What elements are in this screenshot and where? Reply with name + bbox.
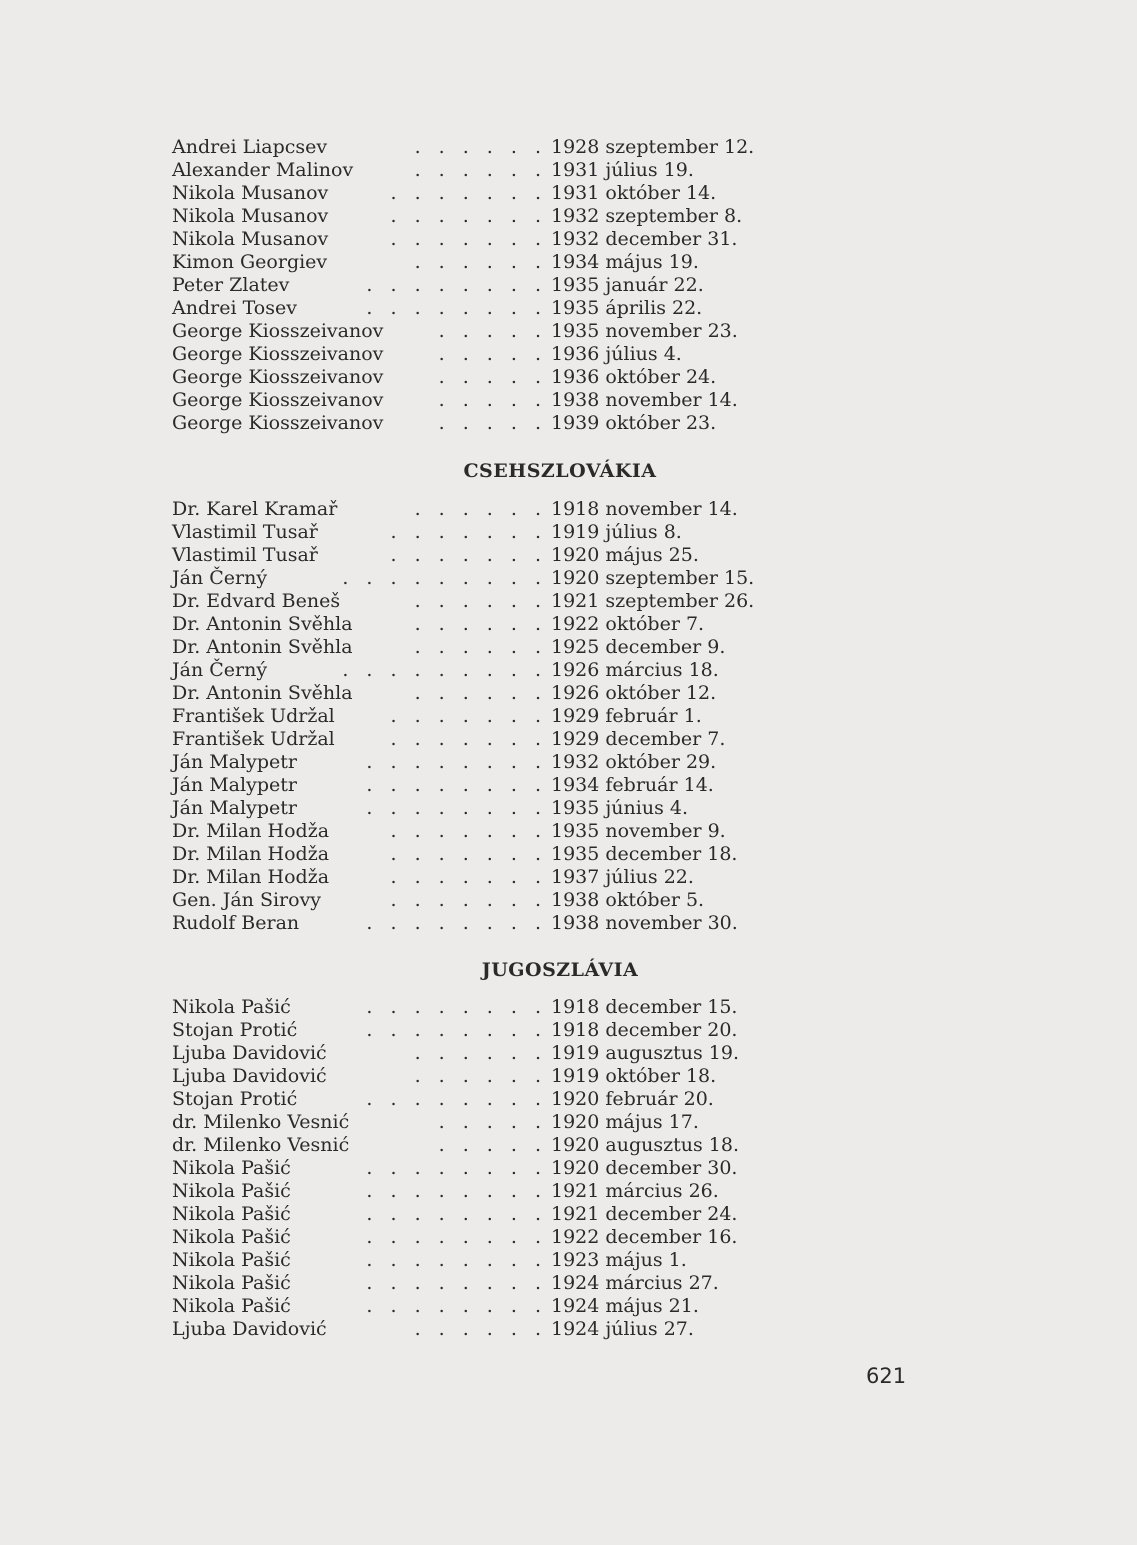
- dot-leader: . . . . . . .: [390, 705, 547, 727]
- person-name: dr. Milenko Vesnić: [172, 1111, 350, 1133]
- person-name: Vlastimil Tusař: [172, 521, 318, 543]
- list-item: [0, 1249, 1137, 1272]
- person-name: Ljuba Davidović: [172, 1065, 327, 1087]
- dot-leader: . . . . . . . .: [366, 1226, 547, 1248]
- list-item: [0, 1019, 1137, 1042]
- person-name: Nikola Musanov: [172, 182, 329, 204]
- dot-leader: . . . . . .: [414, 1042, 547, 1064]
- person-name: George Kiosszeivanov: [172, 343, 384, 365]
- date-text: 1920 augusztus 18.: [551, 1134, 739, 1156]
- dot-leader: . . . . . . .: [390, 820, 547, 842]
- list-item: [0, 412, 1137, 435]
- date-text: 1920 szeptember 15.: [551, 567, 755, 589]
- date-text: 1920 május 17.: [551, 1111, 699, 1133]
- person-name: Dr. Edvard Beneš: [172, 590, 341, 612]
- date-text: 1920 május 25.: [551, 544, 699, 566]
- date-text: 1921 szeptember 26.: [551, 590, 755, 612]
- date-text: 1935 november 23.: [551, 320, 738, 342]
- person-name: Dr. Milan Hodža: [172, 866, 330, 888]
- date-text: 1931 július 19.: [551, 159, 694, 181]
- date-text: 1920 december 30.: [551, 1157, 738, 1179]
- list-item: [0, 996, 1137, 1019]
- date-text: 1923 május 1.: [551, 1249, 687, 1271]
- person-name: Ján Černý: [172, 567, 268, 589]
- list-item: [0, 1065, 1137, 1088]
- dot-leader: . . . . . . . .: [366, 912, 547, 934]
- list-item: [0, 544, 1137, 567]
- list-item: [0, 751, 1137, 774]
- dot-leader: . . . . . . .: [390, 228, 547, 250]
- list-item: [0, 136, 1137, 159]
- person-name: Nikola Pašić: [172, 1249, 291, 1271]
- date-text: 1932 szeptember 8.: [551, 205, 743, 227]
- list-item: [0, 912, 1137, 935]
- dot-leader: . . . . . . . . .: [342, 659, 547, 681]
- person-name: Ljuba Davidović: [172, 1318, 327, 1340]
- date-text: 1922 december 16.: [551, 1226, 738, 1248]
- list-item: [0, 820, 1137, 843]
- person-name: Nikola Pašić: [172, 1157, 291, 1179]
- dot-leader: . . . . . . .: [390, 521, 547, 543]
- person-name: George Kiosszeivanov: [172, 389, 384, 411]
- person-name: Vlastimil Tusař: [172, 544, 318, 566]
- date-text: 1925 december 9.: [551, 636, 726, 658]
- dot-leader: . . . . . . . .: [366, 1295, 547, 1317]
- person-name: Ján Malypetr: [172, 751, 297, 773]
- list-item: [0, 1111, 1137, 1134]
- date-text: 1936 július 4.: [551, 343, 682, 365]
- dot-leader: . . . . . . . .: [366, 996, 547, 1018]
- dot-leader: . . . . .: [438, 412, 547, 434]
- dot-leader: . . . . . . . .: [366, 751, 547, 773]
- date-text: 1935 november 9.: [551, 820, 726, 842]
- person-name: Alexander Malinov: [172, 159, 354, 181]
- dot-leader: . . . . . . .: [390, 866, 547, 888]
- person-name: Andrei Tosev: [172, 297, 297, 319]
- dot-leader: . . . . . . . .: [366, 1088, 547, 1110]
- dot-leader: . . . . . .: [414, 159, 547, 181]
- list-item: [0, 659, 1137, 682]
- dot-leader: . . . . . .: [414, 636, 547, 658]
- dot-leader: . . . . . .: [414, 682, 547, 704]
- person-name: George Kiosszeivanov: [172, 366, 384, 388]
- person-name: George Kiosszeivanov: [172, 320, 384, 342]
- list-item: [0, 728, 1137, 751]
- date-text: 1939 október 23.: [551, 412, 717, 434]
- date-text: 1924 március 27.: [551, 1272, 719, 1294]
- person-name: Dr. Antonin Svěhla: [172, 682, 353, 704]
- dot-leader: . . . . . . . .: [366, 297, 547, 319]
- date-text: 1918 december 15.: [551, 996, 738, 1018]
- dot-leader: . . . . . . . .: [366, 1249, 547, 1271]
- date-text: 1938 november 30.: [551, 912, 738, 934]
- person-name: Nikola Pašić: [172, 1295, 291, 1317]
- date-text: 1919 július 8.: [551, 521, 682, 543]
- date-text: 1935 április 22.: [551, 297, 703, 319]
- list-item: [0, 251, 1137, 274]
- dot-leader: . . . . . .: [414, 251, 547, 273]
- person-name: Nikola Pašić: [172, 1272, 291, 1294]
- person-name: Nikola Pašić: [172, 996, 291, 1018]
- person-name: Stojan Protić: [172, 1019, 298, 1041]
- person-name: Dr. Milan Hodža: [172, 820, 330, 842]
- section-heading-cseh: CSEHSZLOVÁKIA: [463, 460, 657, 482]
- date-text: 1935 január 22.: [551, 274, 704, 296]
- date-text: 1932 december 31.: [551, 228, 738, 250]
- dot-leader: . . . . . . . .: [366, 1203, 547, 1225]
- dot-leader: . . . . .: [438, 366, 547, 388]
- person-name: Dr. Karel Kramař: [172, 498, 338, 520]
- dot-leader: . . . . . . .: [390, 205, 547, 227]
- person-name: Nikola Pašić: [172, 1180, 291, 1202]
- date-text: 1932 október 29.: [551, 751, 717, 773]
- date-text: 1919 augusztus 19.: [551, 1042, 739, 1064]
- date-text: 1926 október 12.: [551, 682, 717, 704]
- person-name: Andrei Liapcsev: [172, 136, 328, 158]
- date-text: 1918 december 20.: [551, 1019, 738, 1041]
- list-item: [0, 389, 1137, 412]
- list-item: [0, 1203, 1137, 1226]
- person-name: Gen. Ján Sirovy: [172, 889, 322, 911]
- person-name: Dr. Antonin Svěhla: [172, 636, 353, 658]
- list-item: [0, 567, 1137, 590]
- dot-leader: . . . . . . . . .: [342, 567, 547, 589]
- dot-leader: . . . . . . . .: [366, 274, 547, 296]
- list-item: [0, 613, 1137, 636]
- list-item: [0, 274, 1137, 297]
- date-text: 1934 február 14.: [551, 774, 714, 796]
- person-name: Dr. Milan Hodža: [172, 843, 330, 865]
- person-name: Stojan Protić: [172, 1088, 298, 1110]
- date-text: 1924 július 27.: [551, 1318, 694, 1340]
- date-text: 1920 február 20.: [551, 1088, 714, 1110]
- section-heading-jugo: JUGOSZLÁVIA: [481, 959, 639, 981]
- dot-leader: . . . . . . .: [390, 843, 547, 865]
- list-item: [0, 1157, 1137, 1180]
- dot-leader: . . . . . .: [414, 613, 547, 635]
- dot-leader: . . . . . .: [414, 590, 547, 612]
- dot-leader: . . . . .: [438, 389, 547, 411]
- list-item: [0, 682, 1137, 705]
- person-name: Kimon Georgiev: [172, 251, 328, 273]
- person-name: Nikola Pašić: [172, 1226, 291, 1248]
- person-name: Nikola Musanov: [172, 205, 329, 227]
- list-item: [0, 843, 1137, 866]
- list-item: [0, 1088, 1137, 1111]
- dot-leader: . . . . . . .: [390, 182, 547, 204]
- date-text: 1938 november 14.: [551, 389, 738, 411]
- dot-leader: . . . . . . . .: [366, 774, 547, 796]
- person-name: František Udržal: [172, 728, 335, 750]
- date-text: 1919 október 18.: [551, 1065, 717, 1087]
- person-name: Ján Černý: [172, 659, 268, 681]
- list-item: [0, 889, 1137, 912]
- date-text: 1926 március 18.: [551, 659, 719, 681]
- dot-leader: . . . . . .: [414, 1065, 547, 1087]
- dot-leader: . . . . . . . .: [366, 1272, 547, 1294]
- dot-leader: . . . . .: [438, 343, 547, 365]
- dot-leader: . . . . . . .: [390, 889, 547, 911]
- list-item: [0, 1272, 1137, 1295]
- person-name: Nikola Pašić: [172, 1203, 291, 1225]
- list-item: [0, 590, 1137, 613]
- list-item: [0, 1134, 1137, 1157]
- person-name: Ján Malypetr: [172, 774, 297, 796]
- person-name: František Udržal: [172, 705, 335, 727]
- date-text: 1937 július 22.: [551, 866, 694, 888]
- date-text: 1938 október 5.: [551, 889, 705, 911]
- list-item: [0, 205, 1137, 228]
- dot-leader: . . . . . .: [414, 136, 547, 158]
- list-item: [0, 866, 1137, 889]
- person-name: Rudolf Beran: [172, 912, 300, 934]
- list-item: [0, 1226, 1137, 1249]
- list-item: [0, 521, 1137, 544]
- person-name: Ján Malypetr: [172, 797, 297, 819]
- date-text: 1924 május 21.: [551, 1295, 699, 1317]
- list-item: [0, 636, 1137, 659]
- person-name: Dr. Antonin Svěhla: [172, 613, 353, 635]
- list-item: [0, 774, 1137, 797]
- page-number: 621: [866, 1364, 907, 1388]
- date-text: 1935 június 4.: [551, 797, 688, 819]
- dot-leader: . . . . . . . .: [366, 1180, 547, 1202]
- dot-leader: . . . . . . .: [390, 544, 547, 566]
- list-item: [0, 1042, 1137, 1065]
- date-text: 1928 szeptember 12.: [551, 136, 755, 158]
- list-item: [0, 343, 1137, 366]
- date-text: 1929 február 1.: [551, 705, 702, 727]
- list-item: [0, 797, 1137, 820]
- list-item: [0, 705, 1137, 728]
- list-item: [0, 297, 1137, 320]
- list-item: [0, 498, 1137, 521]
- dot-leader: . . . . .: [438, 1111, 547, 1133]
- date-text: 1931 október 14.: [551, 182, 717, 204]
- dot-leader: . . . . . . . .: [366, 797, 547, 819]
- list-item: [0, 182, 1137, 205]
- person-name: George Kiosszeivanov: [172, 412, 384, 434]
- date-text: 1936 október 24.: [551, 366, 717, 388]
- date-text: 1922 október 7.: [551, 613, 705, 635]
- dot-leader: . . . . .: [438, 320, 547, 342]
- date-text: 1929 december 7.: [551, 728, 726, 750]
- dot-leader: . . . . . . .: [390, 728, 547, 750]
- dot-leader: . . . . . . . .: [366, 1019, 547, 1041]
- list-item: [0, 1295, 1137, 1318]
- date-text: 1921 március 26.: [551, 1180, 719, 1202]
- person-name: dr. Milenko Vesnić: [172, 1134, 350, 1156]
- list-item: [0, 1180, 1137, 1203]
- list-item: [0, 1318, 1137, 1341]
- person-name: Ljuba Davidović: [172, 1042, 327, 1064]
- list-item: [0, 228, 1137, 251]
- date-text: 1918 november 14.: [551, 498, 738, 520]
- person-name: Peter Zlatev: [172, 274, 290, 296]
- dot-leader: . . . . . .: [414, 1318, 547, 1340]
- date-text: 1934 május 19.: [551, 251, 699, 273]
- person-name: Nikola Musanov: [172, 228, 329, 250]
- date-text: 1935 december 18.: [551, 843, 738, 865]
- list-item: [0, 366, 1137, 389]
- date-text: 1921 december 24.: [551, 1203, 738, 1225]
- list-item: [0, 320, 1137, 343]
- dot-leader: . . . . .: [438, 1134, 547, 1156]
- dot-leader: . . . . . .: [414, 498, 547, 520]
- list-item: [0, 159, 1137, 182]
- dot-leader: . . . . . . . .: [366, 1157, 547, 1179]
